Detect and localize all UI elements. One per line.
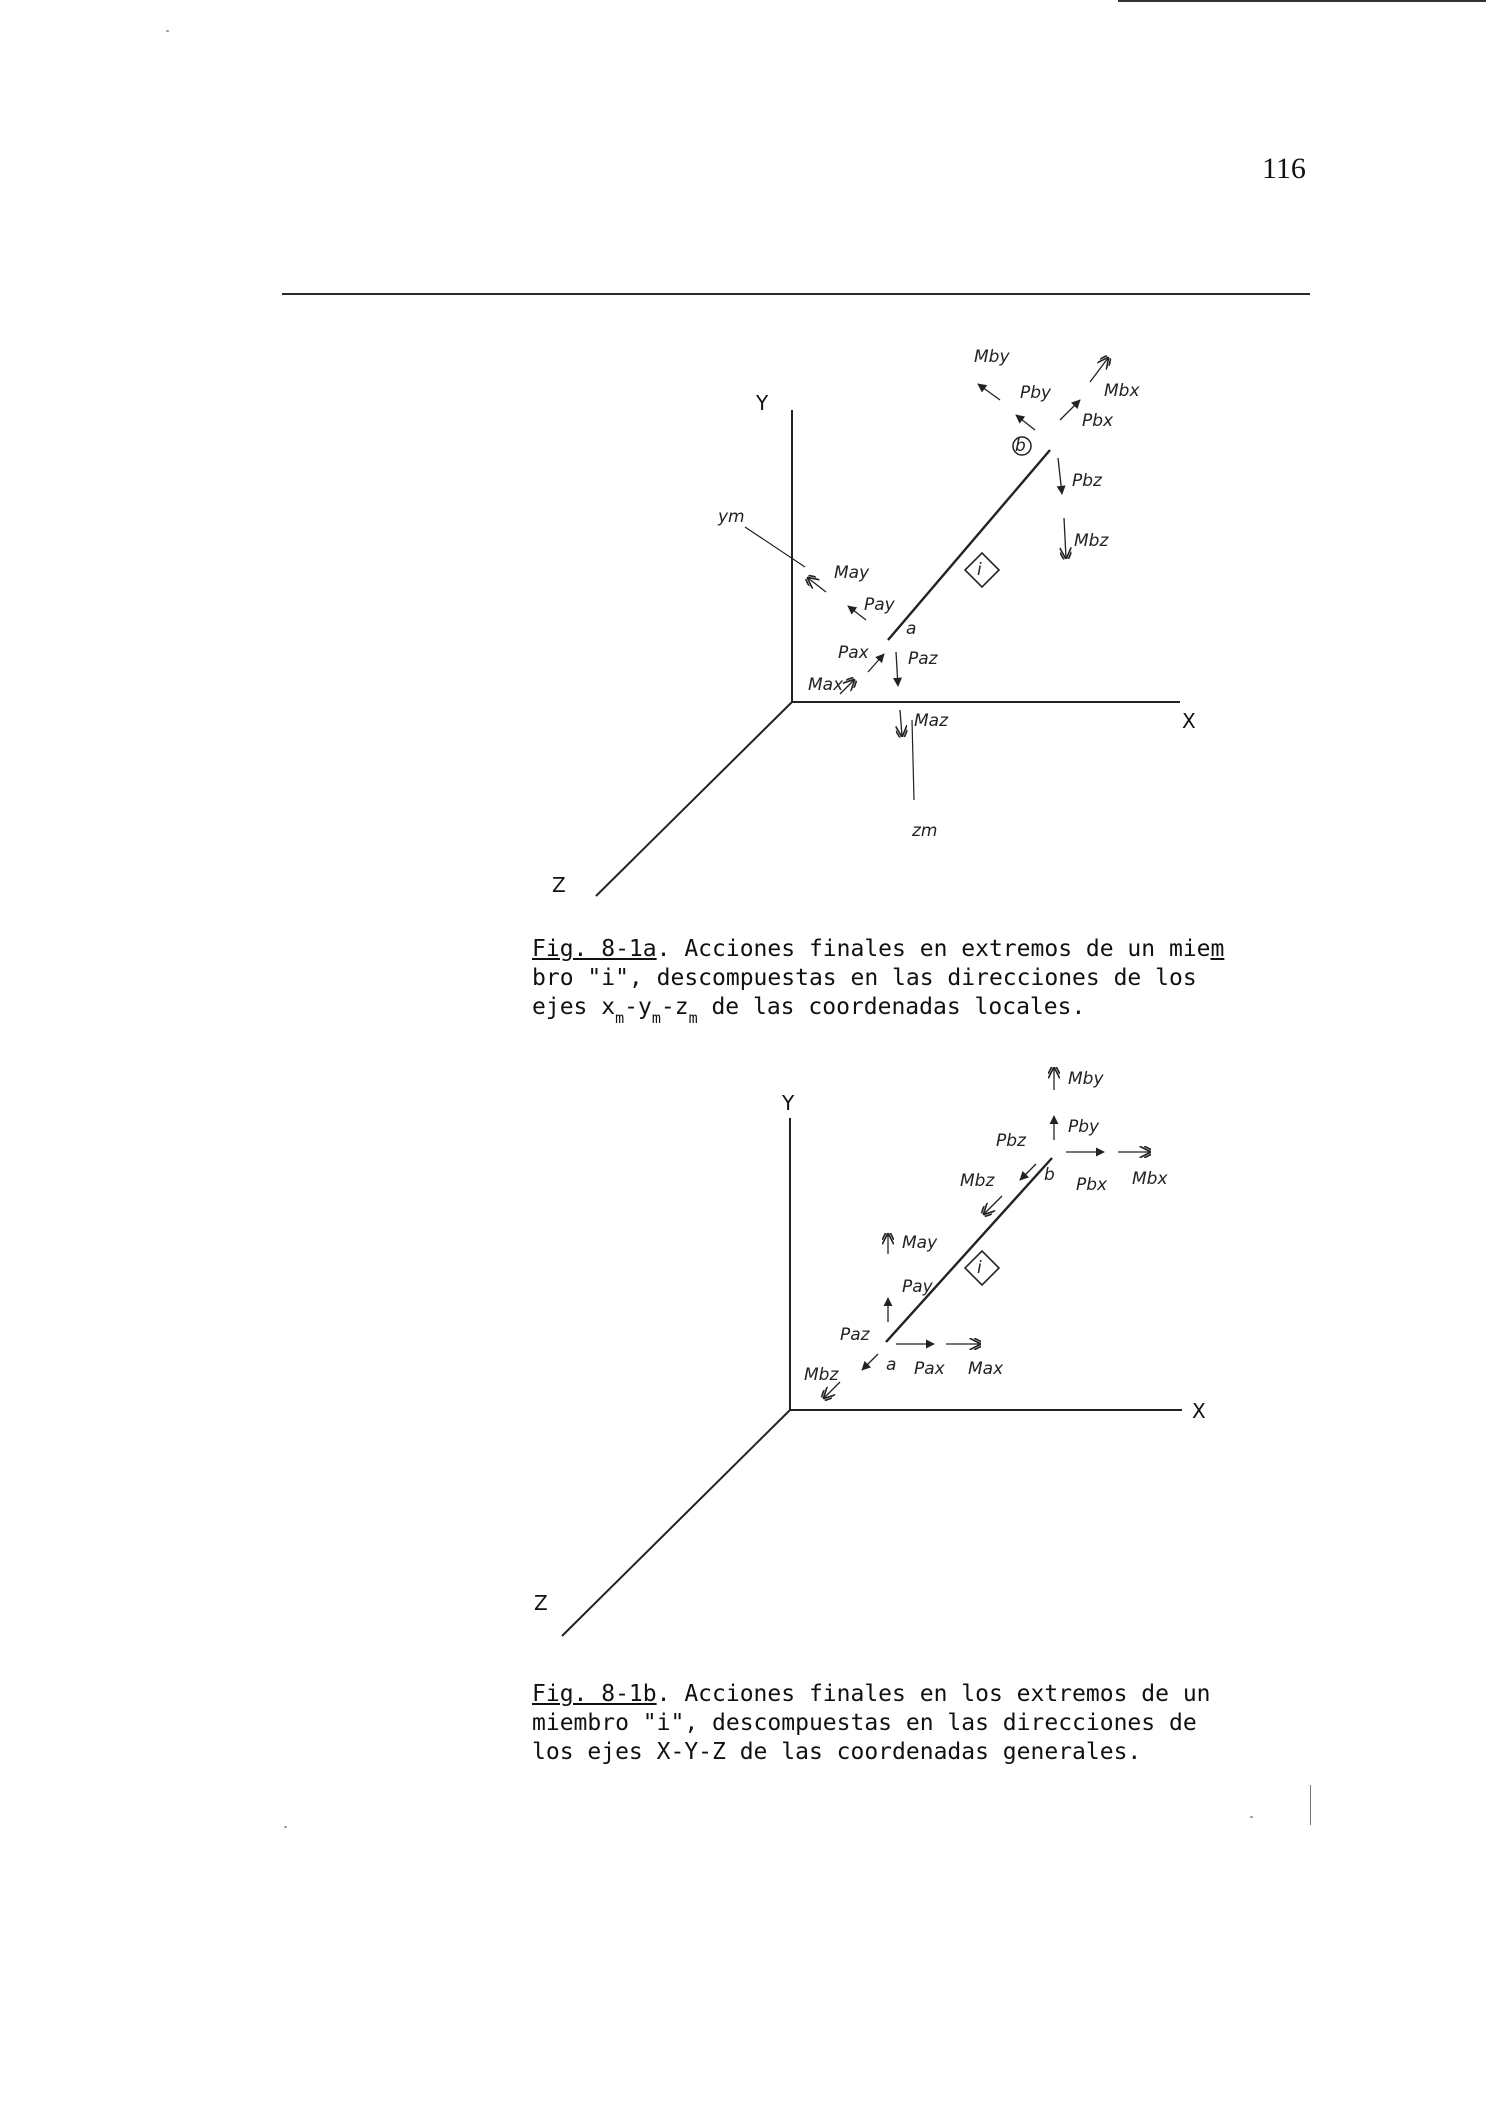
caption-fig-b <box>532 1680 1211 1767</box>
fig-b-z-axis <box>562 1410 790 1636</box>
fig-a-arrow-mbz <box>1064 518 1066 558</box>
figure-b <box>562 1068 1182 1636</box>
caption-b-fig-ref: Fig. 8-1b <box>532 1681 657 1707</box>
caption-b-line2: miembro "i", descompuestas en las direcciones de <box>532 1710 1197 1736</box>
fig-b-label-pay: Pay <box>902 1277 933 1297</box>
fig-a-y-label: Y <box>756 391 769 415</box>
scan-speck <box>166 30 169 32</box>
figure-b-labels <box>534 1069 1206 1615</box>
fig-b-arrow-paz <box>862 1354 878 1370</box>
fig-a-label-max: Max <box>808 675 844 695</box>
fig-b-label-end-b: b <box>1044 1165 1055 1185</box>
fig-a-arrow-pbz <box>1058 458 1062 494</box>
fig-a-label-member: i <box>977 560 982 580</box>
scan-speck <box>284 1826 287 1828</box>
fig-b-label-mby: Mby <box>1068 1069 1104 1089</box>
fig-b-label-may: May <box>902 1233 938 1253</box>
fig-a-arrow-mby <box>978 384 1000 400</box>
fig-a-label-maz: Maz <box>914 711 949 731</box>
caption-fig-a <box>532 935 1225 1027</box>
caption-a-line2: bro "i", descompuestas en las direcciones de los <box>532 965 1197 991</box>
fig-a-label-zm: zm <box>912 821 938 841</box>
fig-a-label-pby: Pby <box>1020 383 1052 403</box>
fig-a-local-y-axis <box>745 527 805 567</box>
fig-b-label-paz: Paz <box>840 1325 870 1345</box>
fig-a-label-pbz: Pbz <box>1072 471 1102 491</box>
caption-a-line3-c: -z <box>660 994 689 1020</box>
fig-a-label-paz: Paz <box>908 649 938 669</box>
fig-a-arrow-may <box>808 578 826 592</box>
caption-b-line3: los ejes X-Y-Z de las coordenadas generales. <box>532 1739 1142 1765</box>
fig-a-z-axis <box>596 702 792 896</box>
fig-a-label-may: May <box>834 563 870 583</box>
fig-b-label-mbz: Mbz <box>960 1171 995 1191</box>
fig-b-x-label: X <box>1192 1399 1206 1423</box>
fig-b-label-pax: Pax <box>914 1359 945 1379</box>
caption-a-sub-2: m <box>651 1009 661 1027</box>
fig-b-label-pbz: Pbz <box>996 1131 1026 1151</box>
fig-a-label-end-b: b <box>1015 436 1026 456</box>
fig-a-label-mbz: Mbz <box>1074 531 1109 551</box>
scan-speck <box>1250 1816 1253 1818</box>
fig-a-label-pax: Pax <box>838 643 869 663</box>
fig-a-member <box>888 450 1050 640</box>
fig-a-arrow-paz <box>896 652 898 686</box>
caption-a-line1-end: m <box>1210 936 1225 962</box>
figure-a <box>596 358 1180 896</box>
margin-mark <box>1310 1785 1311 1825</box>
fig-a-member-tag <box>965 553 999 587</box>
fig-a-arrow-pax <box>868 654 884 672</box>
page-number: 116 <box>1262 152 1306 185</box>
fig-a-label-mbx: Mbx <box>1104 381 1140 401</box>
fig-a-label-end-a: a <box>906 619 917 639</box>
fig-b-label-pby: Pby <box>1068 1117 1100 1137</box>
fig-b-y-label: Y <box>782 1091 795 1115</box>
fig-b-label-member: i <box>977 1258 982 1278</box>
fig-a-label-mby: Mby <box>974 347 1010 367</box>
caption-a-line3-b: -y <box>624 994 652 1020</box>
caption-a-line3-a: ejes x <box>532 994 616 1020</box>
fig-b-label-maz: Mbz <box>804 1365 839 1385</box>
fig-a-label-pbx: Pbx <box>1082 411 1114 431</box>
fig-b-label-pbx: Pbx <box>1076 1175 1108 1195</box>
fig-b-label-max: Max <box>968 1359 1004 1379</box>
fig-b-label-end-a: a <box>886 1355 897 1375</box>
figure-a-labels <box>552 347 1196 897</box>
fig-b-z-label: Z <box>534 1591 548 1615</box>
caption-a-line3-d: de las coordenadas locales. <box>697 994 1086 1020</box>
fig-a-label-pay: Pay <box>864 595 895 615</box>
fig-b-member-tag <box>965 1251 999 1285</box>
fig-a-arrow-maz <box>900 710 902 736</box>
fig-b-arrow-mbz <box>984 1196 1002 1214</box>
fig-a-label-ym: ym <box>718 507 745 527</box>
caption-b-line1: . Acciones finales en los extremos de un <box>656 1681 1211 1707</box>
caption-a-sub-3: m <box>688 1009 698 1027</box>
fig-a-z-label: Z <box>552 873 566 897</box>
fig-a-x-label: X <box>1182 709 1196 733</box>
caption-a-sub-1: m <box>615 1009 625 1027</box>
fig-a-local-z-axis <box>912 720 914 800</box>
caption-a-line1: . Acciones finales en extremos de un mie <box>656 936 1211 962</box>
fig-b-label-mbx: Mbx <box>1132 1169 1168 1189</box>
caption-a-fig-ref: Fig. 8-1a <box>532 936 657 962</box>
fig-a-arrow-pby <box>1016 415 1035 430</box>
fig-a-arrow-mbx <box>1090 358 1108 382</box>
fig-a-arrow-pbx <box>1060 400 1080 420</box>
